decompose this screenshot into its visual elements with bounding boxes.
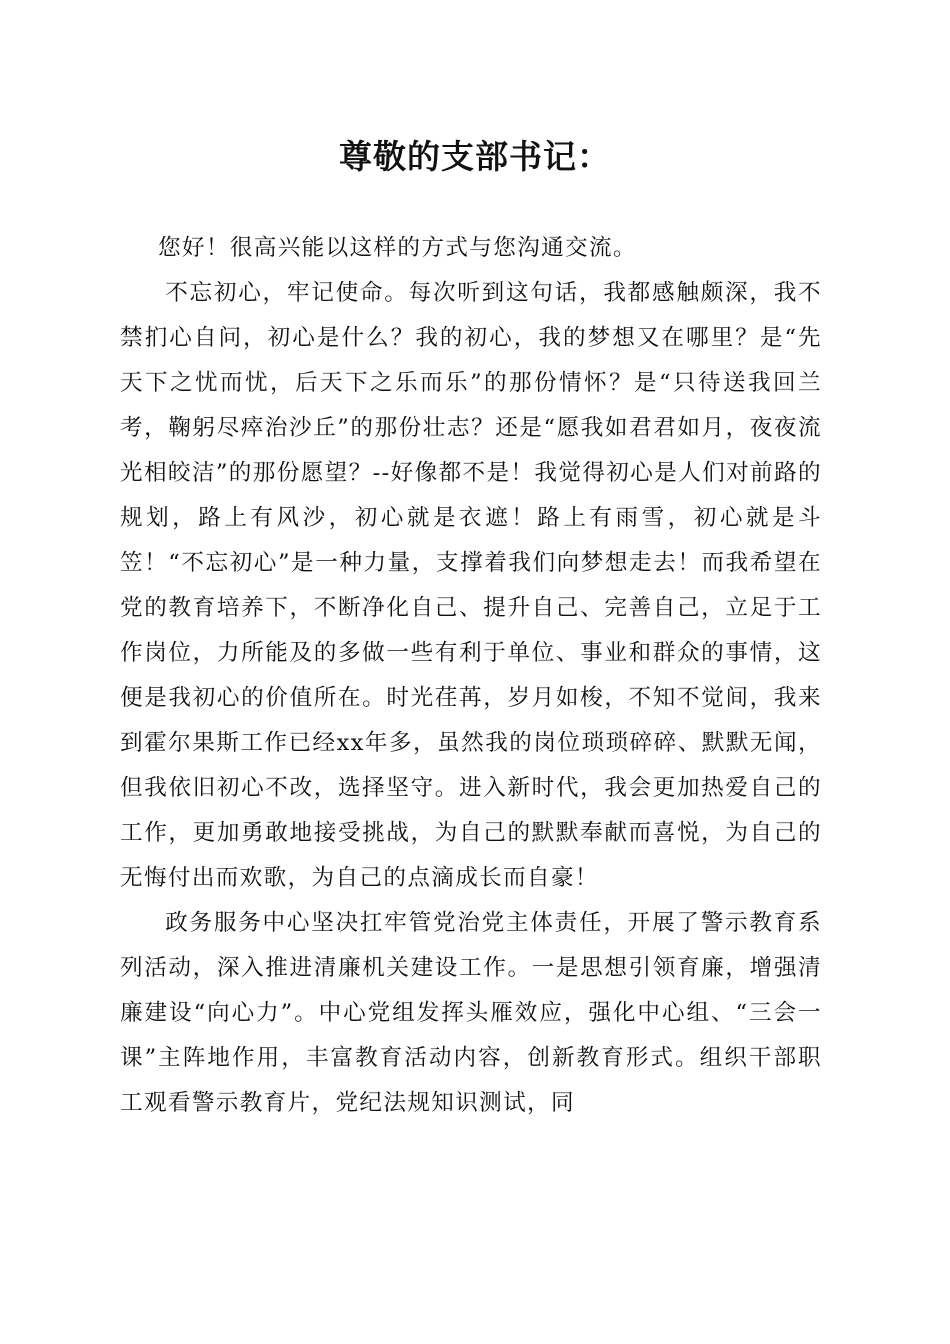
document-title: 尊敬的支部书记： [339, 137, 611, 176]
document-body [120, 226, 822, 1126]
paragraph-government-service: 政务服务中心坚决扛牢管党治党主体责任，开展了警示教育系列活动，深入推进清廉机关建设工作。一是思想引领育廉，增强清廉建设“向心力”。中心党组发挥头雁效应，强化中心组、“三会一课”主阵地作用，丰富教育活动内容，创新教育形式。组织干部职工观看警示教育片，党纪法规知识测试，同 [120, 910, 822, 1116]
paragraph-greeting: 您好！很高兴能以这样的方式与您沟通交流。 [158, 235, 637, 261]
paragraph-original-aspiration: 不忘初心，牢记使命。每次听到这句话，我都感触颇深，我不禁扪心自问，初心是什么？我的初心，我的梦想又在哪里？是“先天下之忧而忧，后天下之乐而乐”的那份情怀？是“只待送我回兰考，鞠躬尽瘁治沙丘”的那份壮志？还是“愿我如君君如月，夜夜流光相皎洁”的那份愿望？--好像都不是！我觉得初心是人们对前路的规划，路上有风沙，初心就是衣遮！路上有雨雪，初心就是斗笠！“不忘初心”是一种力量，支撑着我们向梦想走去！而我希望在党的教育培养下，不断净化自己、提升自己、完善自己，立足于工作岗位，力所能及的多做一些有利于单位、事业和群众的事情，这便是我初心的价值所在。时光荏苒，岁月如梭，不知不觉间，我来到霍尔果斯工作已经xx年多，虽然我的岗位琐琐碎碎、默默无闻，但我依旧初心不改，选择坚守。进入新时代，我会更加热爱自己的工作，更加勇敢地接受挑战，为自己的默默奉献而喜悦，为自己的无悔付出而欢歌，为自己的点滴成长而自豪！ [120, 280, 822, 891]
